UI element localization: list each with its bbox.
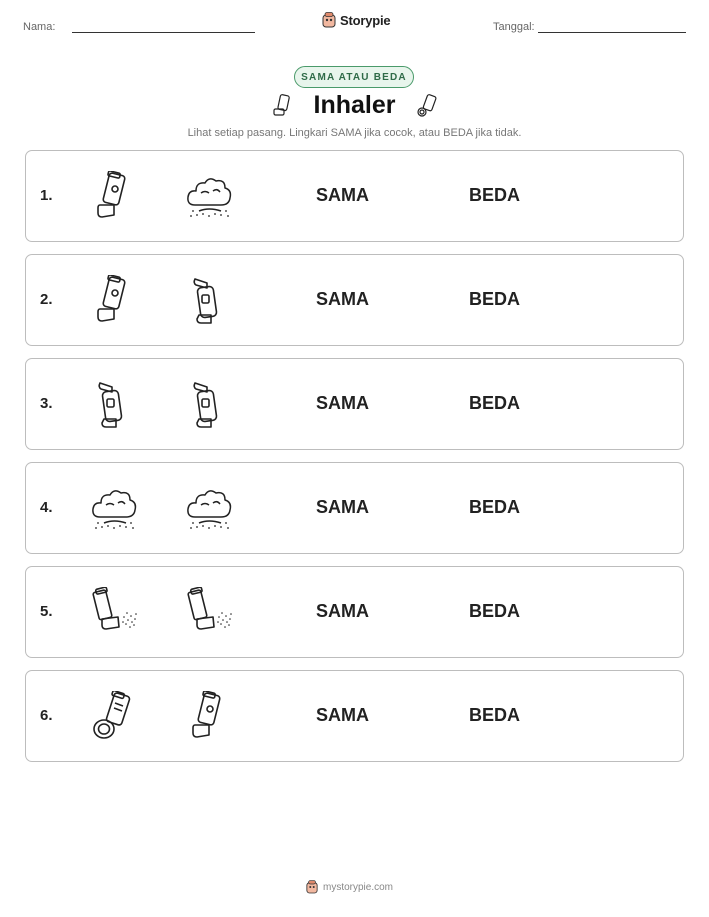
- inhaler-spray-icon: [183, 587, 235, 639]
- dust-cloud-icon: [88, 483, 140, 535]
- different-option[interactable]: BEDA: [469, 601, 521, 621]
- question-number: 4.: [40, 499, 53, 516]
- inhaler-small-icon: [415, 93, 439, 119]
- same-option[interactable]: SAMA: [316, 497, 369, 517]
- inhaler-upright-icon: [183, 691, 235, 743]
- name-line[interactable]: [72, 32, 255, 33]
- question-number: 5.: [40, 603, 53, 620]
- inhaler-angled-icon: [88, 379, 140, 431]
- different-option[interactable]: BEDA: [469, 705, 521, 725]
- question-row-5: [25, 566, 684, 658]
- dust-cloud-icon: [183, 483, 235, 535]
- inhaler-upright-icon: [88, 171, 140, 223]
- question-number: 6.: [40, 707, 53, 724]
- question-number: 2.: [40, 291, 53, 308]
- question-row-6: [25, 670, 684, 762]
- inhaler-upright-icon: [88, 275, 140, 327]
- brand-logo: [322, 12, 390, 28]
- question-row-2: [25, 254, 684, 346]
- same-option[interactable]: SAMA: [316, 393, 369, 413]
- same-option[interactable]: SAMA: [316, 289, 369, 309]
- same-option[interactable]: SAMA: [316, 601, 369, 621]
- different-option[interactable]: BEDA: [469, 393, 521, 413]
- question-row-3: [25, 358, 684, 450]
- page-title: Inhaler: [313, 91, 396, 119]
- storypie-mascot-icon: [322, 12, 336, 28]
- inhaler-angled-icon: [183, 379, 235, 431]
- question-number: 3.: [40, 395, 53, 412]
- same-option[interactable]: SAMA: [316, 705, 369, 725]
- question-row-1: [25, 150, 684, 242]
- same-option[interactable]: SAMA: [316, 185, 369, 205]
- question-row-4: [25, 462, 684, 554]
- name-label: Nama:: [23, 21, 56, 33]
- dust-cloud-icon: [183, 171, 235, 223]
- instruction-text: Lihat setiap pasang. Lingkari SAMA jika cocok, atau BEDA jika tidak.: [187, 127, 522, 139]
- footer: [306, 880, 393, 894]
- different-option[interactable]: BEDA: [469, 497, 521, 517]
- different-option[interactable]: BEDA: [469, 185, 521, 205]
- storypie-mascot-icon: [306, 880, 318, 894]
- footer-url[interactable]: mystorypie.com: [323, 881, 394, 893]
- date-label: Tanggal:: [493, 21, 535, 33]
- inhaler-spray-icon: [88, 587, 140, 639]
- activity-badge: SAMA ATAU BEDA: [294, 66, 414, 88]
- inhaler-round-icon: [88, 691, 140, 743]
- different-option[interactable]: BEDA: [469, 289, 521, 309]
- date-line[interactable]: [538, 32, 686, 33]
- brand-name: Storypie: [340, 12, 391, 28]
- inhaler-angled-icon: [183, 275, 235, 327]
- question-number: 1.: [40, 187, 53, 204]
